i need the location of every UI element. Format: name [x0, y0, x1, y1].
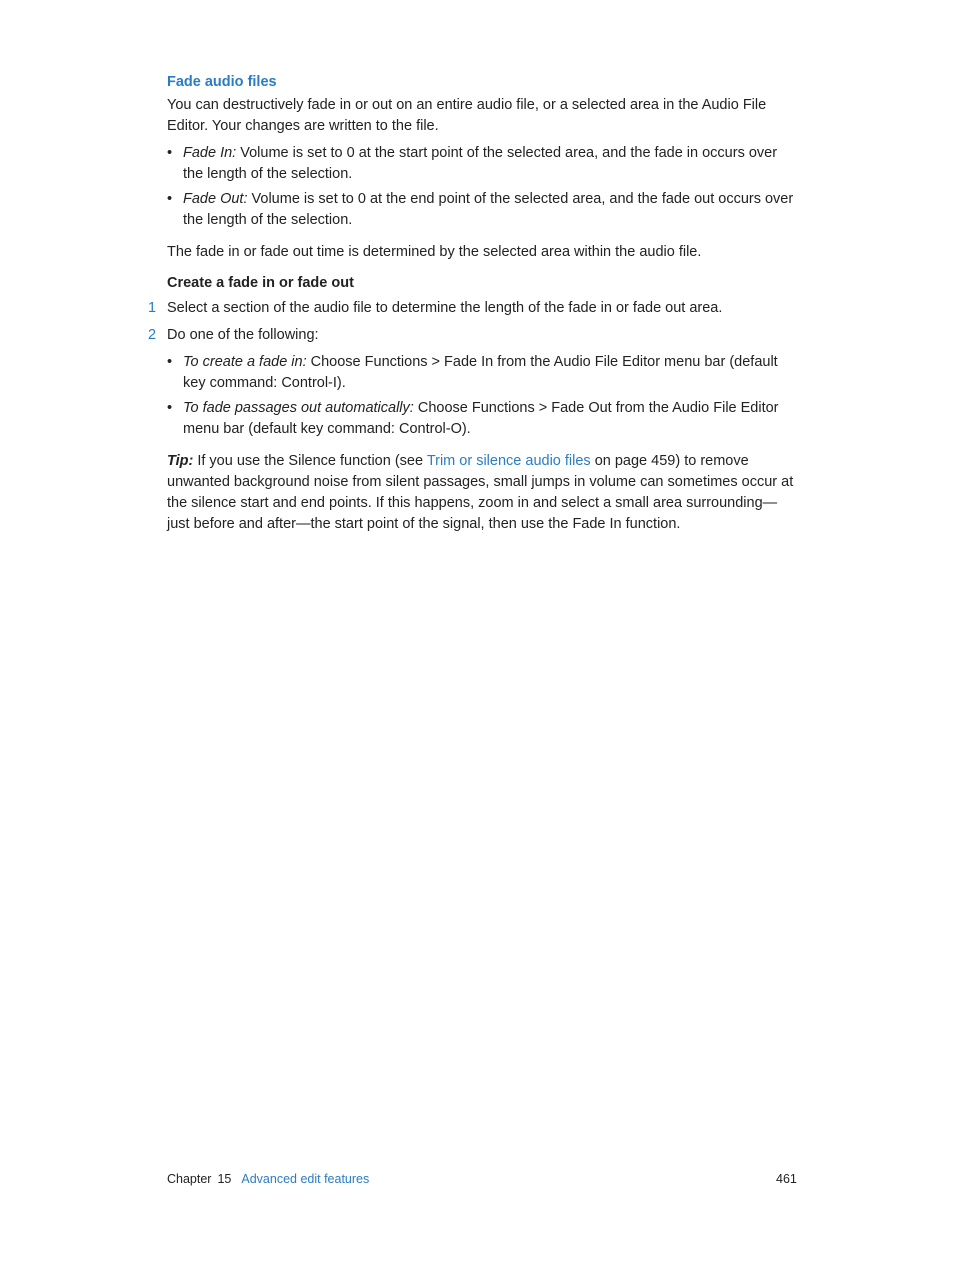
bullet-icon: •	[167, 145, 173, 161]
chapter-number: 15	[217, 1172, 232, 1186]
bullet-text	[183, 352, 797, 394]
tip-text-before: If you use the Silence function (see	[193, 453, 427, 469]
tip-paragraph	[167, 451, 797, 535]
bullet-body: Volume is set to 0 at the end point of the selected area, and the fade out occurs over the length of the selection.	[183, 191, 794, 228]
bullet-text	[183, 398, 797, 440]
bullet-icon: •	[167, 354, 173, 370]
intro-paragraph: You can destructively fade in or out on an entire audio file, or a selected area in the Audio File Editor. Your changes are written to the file.	[167, 97, 767, 134]
footer-chapter	[167, 1172, 369, 1186]
bullet-icon: •	[167, 191, 173, 207]
bullet-term: Fade In:	[183, 145, 237, 161]
bullet-body: Choose Functions > Fade Out from the Audio File Editor menu bar (default key command: Control-O).	[183, 400, 779, 437]
tip-label: Tip:	[167, 453, 194, 469]
tip-text-after: on page 459) to remove unwanted background noise from silent passages, small jumps in volume can sometimes occur at the silence start and end points. If this happens, zoom in and select a small area surrounding—just before and after—the start point of the signal, then use the Fade In function.	[167, 453, 794, 532]
bullet-body: Choose Functions > Fade In from the Audio File Editor menu bar (default key command: Control-I).	[183, 354, 778, 391]
step-text: Select a section of the audio file to determine the length of the fade in or fade out area.	[167, 300, 723, 316]
step-number: 2	[148, 327, 157, 343]
bullet-term: To create a fade in:	[183, 354, 307, 370]
bullet-body: Volume is set to 0 at the start point of the selected area, and the fade in occurs over the length of the selection.	[183, 145, 778, 182]
bullet-icon: •	[167, 400, 173, 416]
task-title: Create a fade in or fade out	[167, 275, 354, 291]
step-number: 1	[148, 300, 157, 316]
page-number: 461	[776, 1172, 797, 1186]
fade-time-note: The fade in or fade out time is determined by the selected area within the audio file.	[167, 244, 702, 260]
bullet-term: To fade passages out automatically:	[183, 400, 414, 416]
bullet-text	[183, 189, 797, 231]
bullet-text	[183, 143, 797, 185]
section-title: Fade audio files	[167, 74, 277, 90]
cross-reference-link[interactable]: Trim or silence audio files	[426, 453, 591, 469]
bullet-term: Fade Out:	[183, 191, 248, 207]
chapter-title-link[interactable]: Advanced edit features	[241, 1172, 370, 1186]
chapter-label: Chapter	[167, 1172, 212, 1186]
step-text: Do one of the following:	[167, 327, 319, 343]
